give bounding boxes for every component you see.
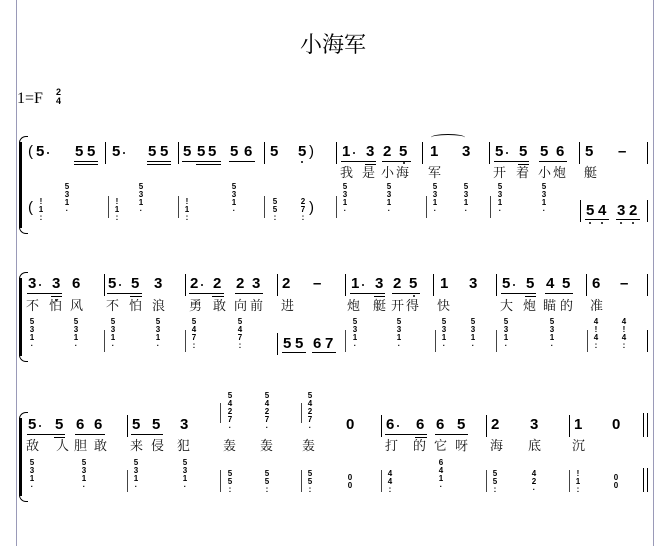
chord: 5 5 : xyxy=(272,197,278,222)
chord: 5 3 1 · xyxy=(396,317,402,350)
lyric: 轰 xyxy=(223,439,237,454)
lyric: 小 xyxy=(538,166,552,181)
lyric: 进 xyxy=(281,299,295,314)
lyric: 小 xyxy=(381,166,395,181)
note: 1 xyxy=(430,143,439,160)
note: 2 xyxy=(213,275,222,292)
tie xyxy=(431,134,465,141)
lyric: 是 xyxy=(362,166,376,181)
chord: 4 ! 4 : xyxy=(593,317,599,350)
note: 2 xyxy=(383,143,392,160)
chord: 0 0 xyxy=(613,473,619,490)
lyric: 底 xyxy=(528,439,542,454)
time-signature: 2 4 xyxy=(56,87,62,106)
note: 4 xyxy=(598,202,607,219)
lyric: 艇 xyxy=(373,299,387,314)
lyric: 轰 xyxy=(260,439,274,454)
lyric: 我 xyxy=(340,166,354,181)
lyric: 艇 xyxy=(584,166,598,181)
lyric: 军 xyxy=(428,166,442,181)
chord: 5 3 1 · xyxy=(73,317,79,350)
note: 5 xyxy=(160,143,169,160)
note: 2 xyxy=(190,275,199,292)
note: 2 xyxy=(393,275,402,292)
system-brace xyxy=(19,418,27,496)
chord: 5 4 2 7 · xyxy=(264,391,270,432)
chord: 5 5 : xyxy=(307,469,313,494)
note: 5 xyxy=(399,143,408,160)
lyric: 来 xyxy=(130,439,144,454)
note: 2 xyxy=(491,416,500,433)
note: 0 xyxy=(612,416,621,433)
lyric: 敌 xyxy=(26,439,40,454)
note: 5 xyxy=(540,143,549,160)
chord: 5 4 2 7 · xyxy=(227,391,233,432)
note: 5 xyxy=(148,143,157,160)
lyric: 海 xyxy=(396,166,410,181)
note: 3 xyxy=(375,275,384,292)
note: 1 xyxy=(574,416,583,433)
chord: 5 3 1 · xyxy=(386,182,392,215)
note: 3 xyxy=(366,143,375,160)
lyric: 开 xyxy=(493,166,507,181)
chord: 5 4 7 : xyxy=(191,317,197,350)
note: 5 xyxy=(28,416,37,433)
chord: ! 1 : xyxy=(575,469,581,494)
note: 5 xyxy=(270,143,279,160)
chord: 4 ! 4 : xyxy=(621,317,627,350)
note: 5 xyxy=(87,143,96,160)
note: 6 xyxy=(436,416,445,433)
note: 5 xyxy=(208,143,217,160)
note: 5 xyxy=(502,275,511,292)
note: 5 xyxy=(519,143,528,160)
note: 1 xyxy=(351,275,360,292)
note: 5 xyxy=(230,143,239,160)
note: 2 xyxy=(236,275,245,292)
chord: 5 3 1 · xyxy=(231,182,237,215)
note: 6 xyxy=(76,416,85,433)
chord: 5 3 1 · xyxy=(133,458,139,491)
note: – xyxy=(620,275,629,292)
note: 6 xyxy=(94,416,103,433)
lyric: 侵 xyxy=(151,439,165,454)
note: 5 xyxy=(526,275,535,292)
note: 0 xyxy=(346,416,355,433)
note: 5 xyxy=(298,143,307,160)
note: 5 xyxy=(132,416,141,433)
note: 5 xyxy=(152,416,161,433)
lyric: 得 xyxy=(406,299,420,314)
chord: 5 5 : xyxy=(264,469,270,494)
note: 3 xyxy=(252,275,261,292)
chord: 5 3 1 · xyxy=(29,317,35,350)
lyric: 怕 xyxy=(49,299,63,314)
chord: 5 3 1 · xyxy=(352,317,358,350)
lyric: 风 xyxy=(70,299,84,314)
note: 5 xyxy=(108,275,117,292)
chord: 5 3 1 · xyxy=(342,182,348,215)
chord: 5 3 1 · xyxy=(541,182,547,215)
note: 3 xyxy=(469,275,478,292)
chord: 5 5 : xyxy=(227,469,233,494)
lyric: 敢 xyxy=(94,439,108,454)
note: 5 xyxy=(495,143,504,160)
chord: ! 1 : xyxy=(38,197,44,222)
lyric: 浪 xyxy=(152,299,166,314)
lyric: 开 xyxy=(391,299,405,314)
lyric: 大 xyxy=(500,299,514,314)
note: 6 xyxy=(556,143,565,160)
chord: 4 4 : xyxy=(387,469,393,494)
note: 3 xyxy=(530,416,539,433)
lyric: 炮 xyxy=(347,299,361,314)
note: 2 xyxy=(629,202,638,219)
note: 4 xyxy=(546,275,555,292)
lyric: 海 xyxy=(490,439,504,454)
lyric: 勇 xyxy=(189,299,203,314)
lyric: 轰 xyxy=(302,439,316,454)
key-signature: 1=F xyxy=(17,90,43,107)
system-brace xyxy=(19,278,27,356)
chord: ! 1 : xyxy=(184,197,190,222)
note: 5 xyxy=(36,143,45,160)
note: 3 xyxy=(154,275,163,292)
lyric: 呀 xyxy=(455,439,469,454)
lyric: 打 xyxy=(385,439,399,454)
note: 3 xyxy=(28,275,37,292)
chord: 5 3 1 · xyxy=(463,182,469,215)
note: 5 xyxy=(197,143,206,160)
chord: 5 4 2 7 · xyxy=(307,391,313,432)
chord: 5 3 1 · xyxy=(29,458,35,491)
lyric: 准 xyxy=(590,299,604,314)
page-border-right xyxy=(653,0,654,546)
chord: 5 3 1 · xyxy=(110,317,116,350)
note: 2 xyxy=(282,275,291,292)
note: 5 xyxy=(283,335,292,352)
note: 5 xyxy=(562,275,571,292)
note: 1 xyxy=(440,275,449,292)
note: – xyxy=(313,275,322,292)
lyric: 沉 xyxy=(572,439,586,454)
note: 1 xyxy=(342,143,351,160)
note: 5 xyxy=(586,202,595,219)
chord: 0 0 xyxy=(347,473,353,490)
note: 6 xyxy=(244,143,253,160)
lyric: 瞄 xyxy=(543,299,557,314)
lyric: 着 xyxy=(516,166,530,181)
note: 5 xyxy=(457,416,466,433)
chord: 5 3 1 · xyxy=(432,182,438,215)
note: 6 xyxy=(72,275,81,292)
note: 5 xyxy=(55,416,64,433)
chord: 5 3 1 · xyxy=(497,182,503,215)
lyric: 向 xyxy=(234,299,248,314)
chord: 6 4 1 · xyxy=(438,458,444,491)
note: 5 xyxy=(585,143,594,160)
note: 3 xyxy=(462,143,471,160)
chord: 5 3 1 · xyxy=(155,317,161,350)
chord: ! 1 : xyxy=(114,197,120,222)
note: 6 xyxy=(592,275,601,292)
note: 5 xyxy=(75,143,84,160)
note: 3 xyxy=(617,202,626,219)
lyric: 快 xyxy=(437,299,451,314)
lyric: 的 xyxy=(413,439,427,454)
chord: 5 3 1 · xyxy=(503,317,509,350)
note: 5 xyxy=(112,143,121,160)
chord: 5 3 1 · xyxy=(81,458,87,491)
chord: 5 3 1 · xyxy=(549,317,555,350)
note: 5 xyxy=(295,335,304,352)
lyric: 它 xyxy=(434,439,448,454)
lyric: 敢 xyxy=(213,299,227,314)
note: 6 xyxy=(416,416,425,433)
score-title: 小海军 xyxy=(299,33,366,58)
chord: 5 3 1 · xyxy=(441,317,447,350)
chord: 5 3 1 · xyxy=(470,317,476,350)
chord: 5 3 1 · xyxy=(138,182,144,215)
lyric: 犯 xyxy=(177,439,191,454)
lyric: 的 xyxy=(560,299,574,314)
lyric: 人 xyxy=(56,439,70,454)
note: 5 xyxy=(131,275,140,292)
lyric: 不 xyxy=(26,299,40,314)
note: 6 xyxy=(386,416,395,433)
lyric: 前 xyxy=(250,299,264,314)
note: 6 xyxy=(313,335,322,352)
chord: 2 7 : xyxy=(300,197,306,222)
lyric: 炮 xyxy=(523,299,537,314)
note: – xyxy=(618,143,627,160)
lyric: 炮 xyxy=(553,166,567,181)
chord: 5 5 : xyxy=(492,469,498,494)
chord: 4 2 · xyxy=(531,469,537,494)
note: 5 xyxy=(409,275,418,292)
system-brace xyxy=(19,142,27,228)
lyric: 不 xyxy=(106,299,120,314)
chord: 5 4 7 : xyxy=(237,317,243,350)
chord: 5 3 1 · xyxy=(64,182,70,215)
chord: 5 3 1 · xyxy=(182,458,188,491)
lyric: 胆 xyxy=(74,439,88,454)
note: 7 xyxy=(325,335,334,352)
lyric: 怕 xyxy=(129,299,143,314)
page-border-left xyxy=(16,0,17,546)
note: 3 xyxy=(52,275,61,292)
note: 5 xyxy=(183,143,192,160)
note: 3 xyxy=(180,416,189,433)
